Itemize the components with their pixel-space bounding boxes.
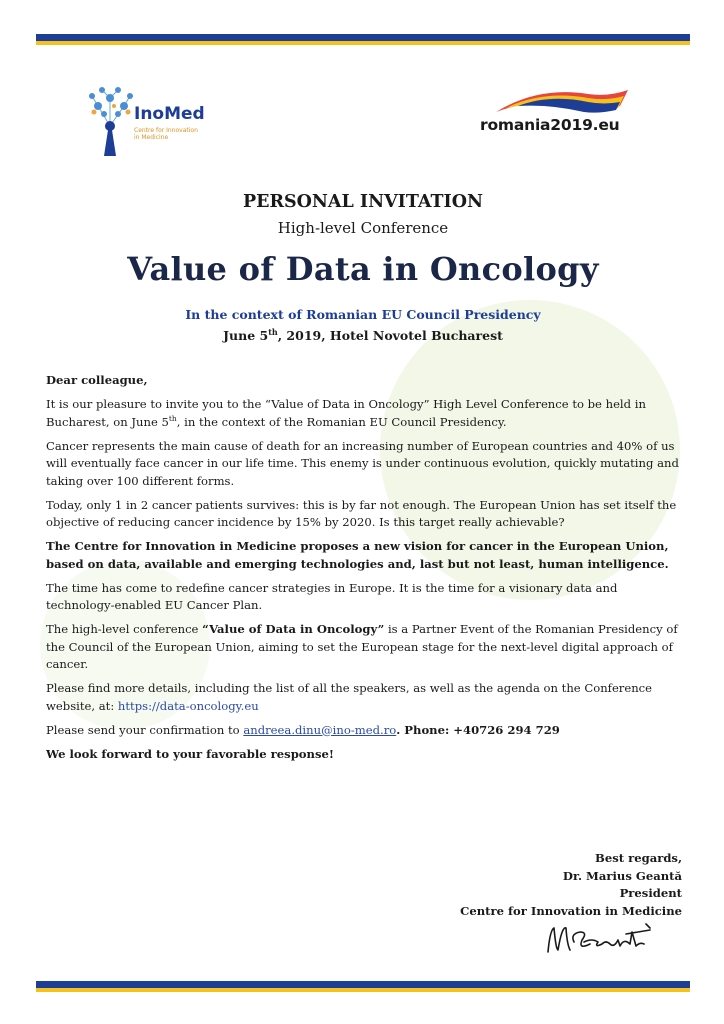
conference-title: Value of Data in Oncology — [127, 250, 599, 288]
paragraph-text: The high-level conference — [46, 622, 203, 636]
letter-body — [46, 372, 684, 770]
paragraph-superscript: th — [168, 413, 177, 423]
inomed-name: InoMed — [134, 104, 205, 124]
paragraph-partner-event — [46, 621, 684, 674]
inomed-logo — [88, 86, 238, 156]
signer-organization: Centre for Innovation in Medicine — [460, 903, 682, 918]
paragraph-vision: The Centre for Innovation in Medicine proposes a new vision for cancer in the European Union, based on data, available and emerging technologies and, last but not least, human intelligence. — [46, 539, 669, 571]
closing-line: We look forward to your favorable response! — [46, 746, 334, 761]
flag-wave-icon — [488, 86, 633, 116]
signature-block — [460, 850, 682, 920]
signer-name: Dr. Marius Geantă — [562, 868, 682, 883]
signer-role: President — [619, 886, 682, 901]
paragraph-website — [46, 680, 684, 715]
handwritten-signature — [540, 920, 680, 960]
paragraph-bold-title: “Value of Data in Oncology” — [202, 622, 385, 636]
paragraph-confirmation — [46, 722, 684, 740]
paragraph-text: Please send your confirmation to — [46, 722, 244, 737]
phone-text: . Phone: +40726 294 729 — [396, 722, 560, 737]
romania2019-text: romania2019.eu — [480, 116, 620, 134]
paragraph-text: is a Partner Event of the Romanian Presidency of the Council of the European Union, aiming to set the European stage for the next-level digital approach of cancer. — [46, 622, 678, 671]
invitation-heading: PERSONAL INVITATION — [243, 192, 483, 212]
regards-line: Best regards, — [595, 851, 682, 865]
paragraph-text: Please find more details, including the list of all the speakers, as well as the agenda on the Conference website, at: — [46, 681, 653, 713]
bottom-border-bar — [36, 981, 690, 992]
salutation: Dear colleague, — [46, 373, 148, 387]
inomed-tagline-line: in Medicine — [134, 134, 169, 141]
website-link[interactable]: https://data-oncology.eu — [117, 698, 259, 713]
paragraph-survival: Today, only 1 in 2 cancer patients survives: this is by far not enough. The European Union has set itself the objective of reducing cancer incidence by 15% by 2020. Is this target really achievable? — [46, 497, 677, 529]
date-location-line — [36, 327, 690, 343]
romania2019-logo — [480, 86, 640, 142]
inomed-tagline — [134, 127, 204, 141]
conference-type: High-level Conference — [277, 219, 449, 237]
context-line: In the context of Romanian EU Council Presidency — [185, 307, 541, 322]
paragraph-strategy: The time has come to redefine cancer strategies in Europe. It is the time for a visionary data and technology-enabled EU Cancer Plan. — [46, 580, 618, 612]
paragraph-cancer-cause: Cancer represents the main cause of death for an increasing number of European countries and 40% of us will eventually face cancer in our life time. This enemy is under continuous evolution, quickly mutating and taking over 100 different forms. — [46, 438, 679, 488]
date-suffix: , 2019, Hotel Novotel Bucharest — [277, 328, 503, 344]
email-link[interactable]: andreea.dinu@ino-med.ro — [243, 722, 397, 737]
inomed-tagline-line: Centre for Innovation — [134, 127, 198, 134]
date-prefix: June 5 — [223, 328, 269, 344]
top-border-bar — [36, 34, 690, 45]
date-superscript: th — [268, 327, 278, 337]
tree-network-icon — [88, 86, 134, 156]
paragraph-text: It is our pleasure to invite you to the “Value of Data in Oncology” High Level Conference to be held in Bucharest, on June 5 — [46, 397, 646, 429]
paragraph-invitation — [46, 396, 684, 431]
paragraph-text: , in the context of the Romanian EU Council Presidency. — [176, 414, 507, 429]
